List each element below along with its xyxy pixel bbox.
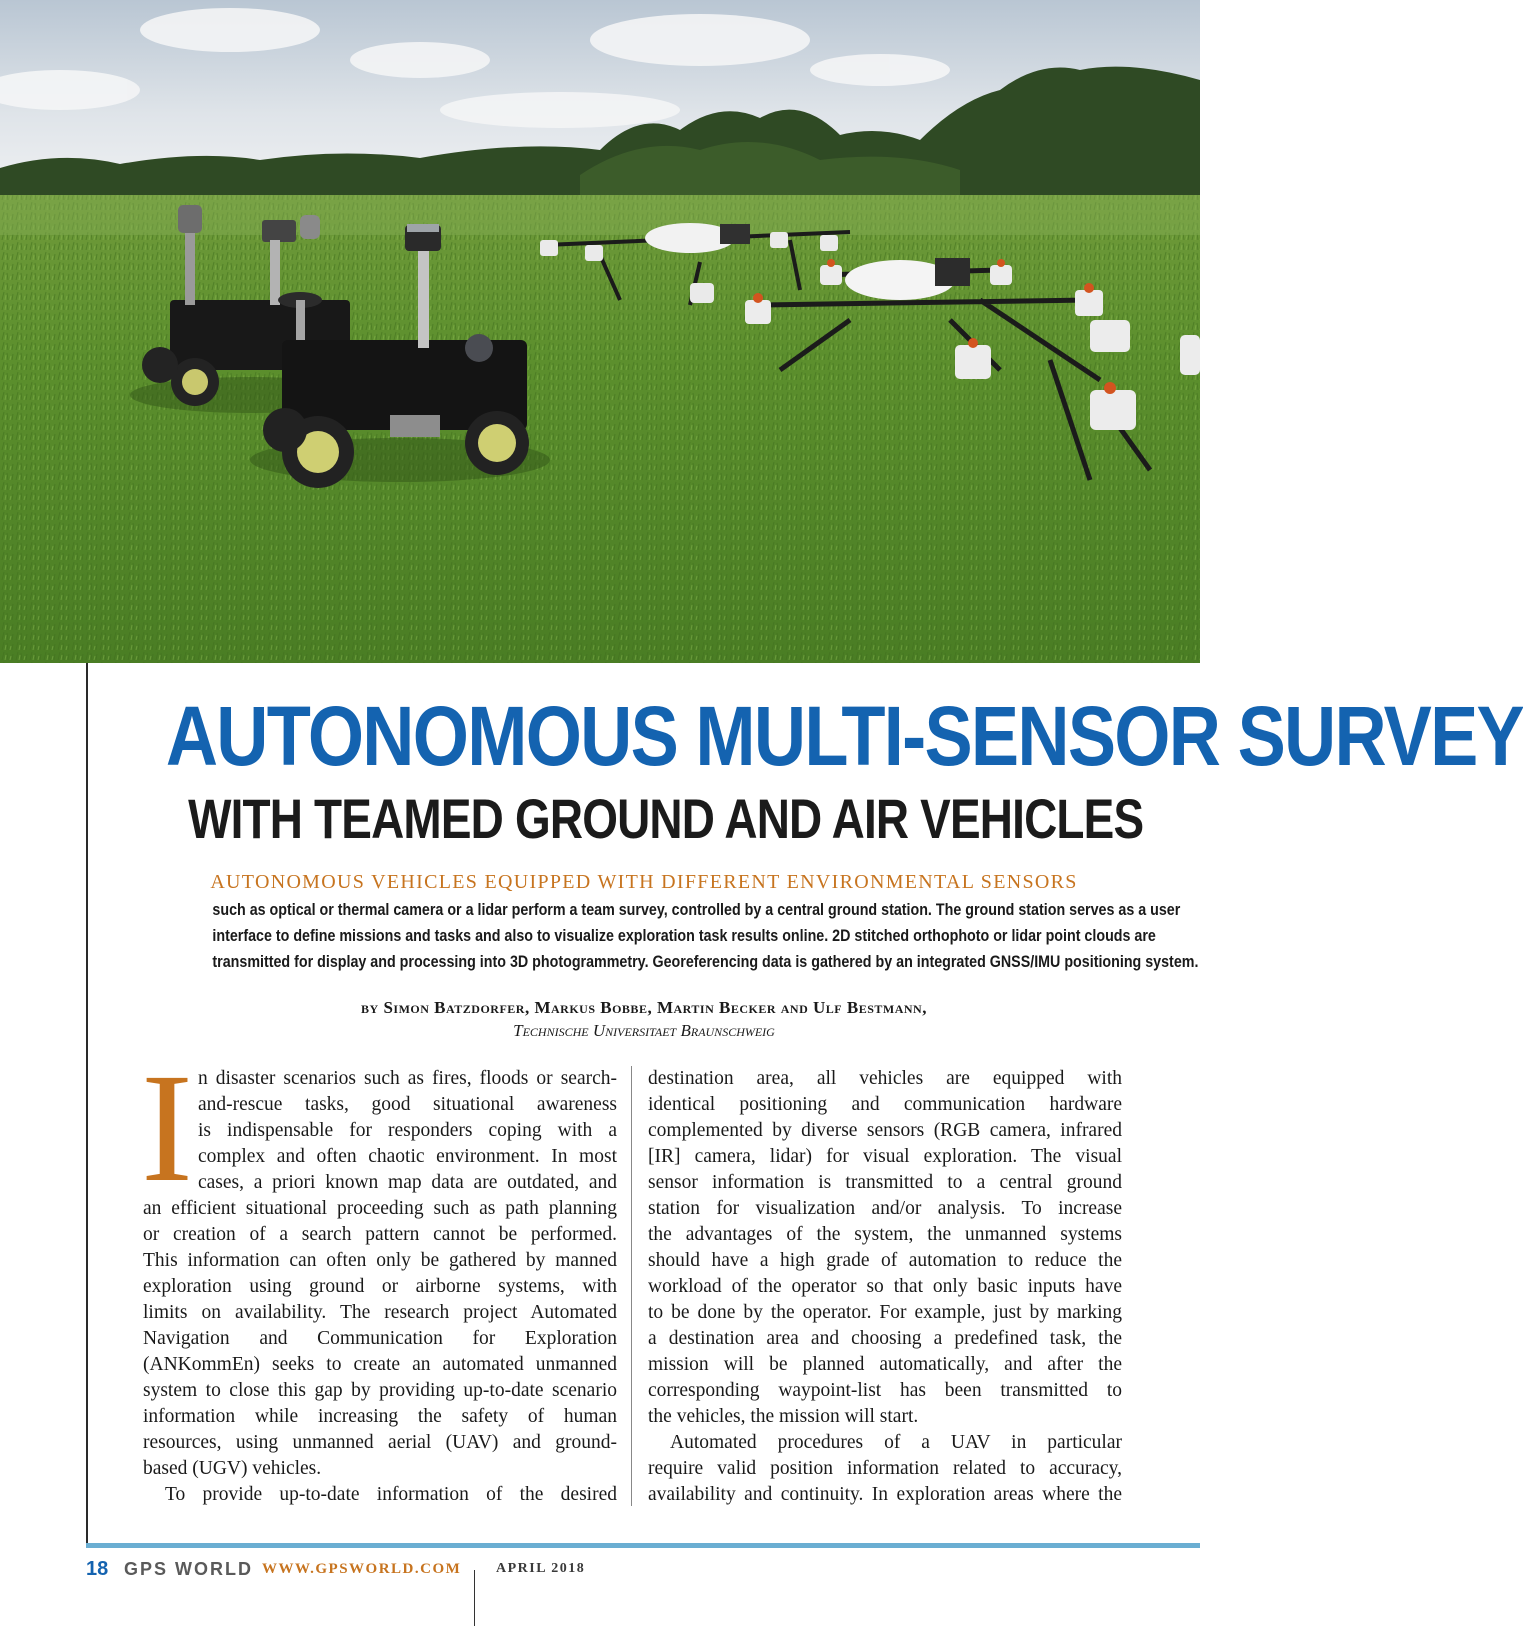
deck-line: transmitted for display and processing into 3D photogrammetry. Georeferencing data is gathered by an integrated GNSS/IMU positioning system. <box>212 952 1199 971</box>
article-subtitle: WITH TEAMED GROUND AND AIR VEHICLES <box>188 787 1144 850</box>
body-line: Navigation and Communication for Exploration <box>143 1328 617 1349</box>
byline-block <box>88 996 1200 1042</box>
body-line: To provide up-to-date information of the desired <box>165 1484 617 1505</box>
deck-line: interface to define missions and tasks and also to visualize exploration task results online. 2D stitched orthophoto or lidar point clouds are <box>212 926 1156 945</box>
body-line: a destination area and choosing a predefined task, the <box>648 1328 1122 1349</box>
body-line: [IR] camera, lidar) for visual exploration. The visual <box>648 1146 1122 1167</box>
body-line: the advantages of the system, the unmanned systems <box>648 1224 1122 1245</box>
body-line: identical positioning and communication hardware <box>648 1094 1122 1115</box>
body-line: or creation of a search pattern cannot be performed. <box>143 1224 617 1245</box>
body-line: information while increasing the safety of human <box>143 1406 617 1427</box>
deck-heading: AUTONOMOUS VEHICLES EQUIPPED WITH DIFFERENT ENVIRONMENTAL SENSORS <box>210 871 1078 893</box>
body-line: an efficient situational proceeding such as path planning <box>143 1198 617 1219</box>
body-line: to be done by the operator. For example, just by marking <box>648 1302 1122 1323</box>
body-line: sensor information is transmitted to a central ground <box>648 1172 1122 1193</box>
body-line: n disaster scenarios such as fires, floods or search- <box>198 1068 617 1089</box>
body-line: system to close this gap by providing up-to-date scenario <box>143 1380 617 1401</box>
website-link[interactable]: WWW.GPSWORLD.COM <box>262 1561 462 1577</box>
body-line: (ANKommEn) seeks to create an automated unmanned <box>143 1354 617 1375</box>
body-line: and-rescue tasks, good situational awareness <box>198 1094 617 1115</box>
body-line: cases, a priori known map data are outdated, and <box>198 1172 617 1193</box>
body-line: resources, using unmanned aerial (UAV) and ground- <box>143 1432 617 1453</box>
deck-line: such as optical or thermal camera or a lidar perform a team survey, controlled by a central ground station. The ground station serves as a user <box>212 900 1181 919</box>
page-footer <box>86 1558 1200 1588</box>
body-line: require valid position information related to accuracy, <box>648 1458 1122 1479</box>
left-margin-rule <box>86 663 88 1547</box>
body-line: the vehicles, the mission will start. <box>648 1406 919 1427</box>
magazine-name: GPS WORLD <box>124 1559 253 1579</box>
body-column-right <box>648 1066 1122 1508</box>
column-divider <box>631 1066 632 1506</box>
page-number: 18 <box>86 1558 109 1580</box>
body-line: availability and continuity. In exploration areas where the <box>648 1484 1122 1505</box>
issue-date: APRIL 2018 <box>496 1561 586 1576</box>
body-column-left <box>141 1041 617 1508</box>
byline-authors: by Simon Batzdorfer, Markus Bobbe, Martin Becker and Ulf Bestmann, <box>361 998 927 1017</box>
body-line: corresponding waypoint-list has been transmitted to <box>648 1380 1122 1401</box>
body-line: destination area, all vehicles are equipped with <box>648 1068 1122 1089</box>
body-line: station for visualization and/or analysis. To increase <box>648 1198 1122 1219</box>
bottom-rule <box>86 1543 1200 1548</box>
body-line: This information can often only be gathered by manned <box>143 1250 617 1271</box>
body-line: complex and often chaotic environment. In most <box>198 1146 617 1167</box>
byline-affiliation: Technische Universitaet Braunschweig <box>513 1021 775 1040</box>
deck-text <box>130 897 1199 975</box>
body-line: limits on availability. The research project Automated <box>143 1302 617 1323</box>
footer-divider <box>474 1570 475 1626</box>
drop-cap: I <box>141 1041 193 1214</box>
body-line: Automated procedures of a UAV in particular <box>670 1432 1122 1453</box>
body-line: workload of the operator so that only basic inputs have <box>648 1276 1122 1297</box>
body-line: based (UGV) vehicles. <box>143 1458 322 1479</box>
body-line: should have a high grade of automation to reduce the <box>648 1250 1122 1271</box>
body-line: is indispensable for responders coping with a <box>198 1120 617 1141</box>
body-line: mission will be planned automatically, and after the <box>648 1354 1122 1375</box>
hero-photo <box>0 0 1200 663</box>
body-line: exploration using ground or airborne systems, with <box>143 1276 617 1297</box>
body-line: complemented by diverse sensors (RGB camera, infrared <box>648 1120 1122 1141</box>
article-title: AUTONOMOUS MULTI-SENSOR SURVEY <box>165 689 1523 783</box>
